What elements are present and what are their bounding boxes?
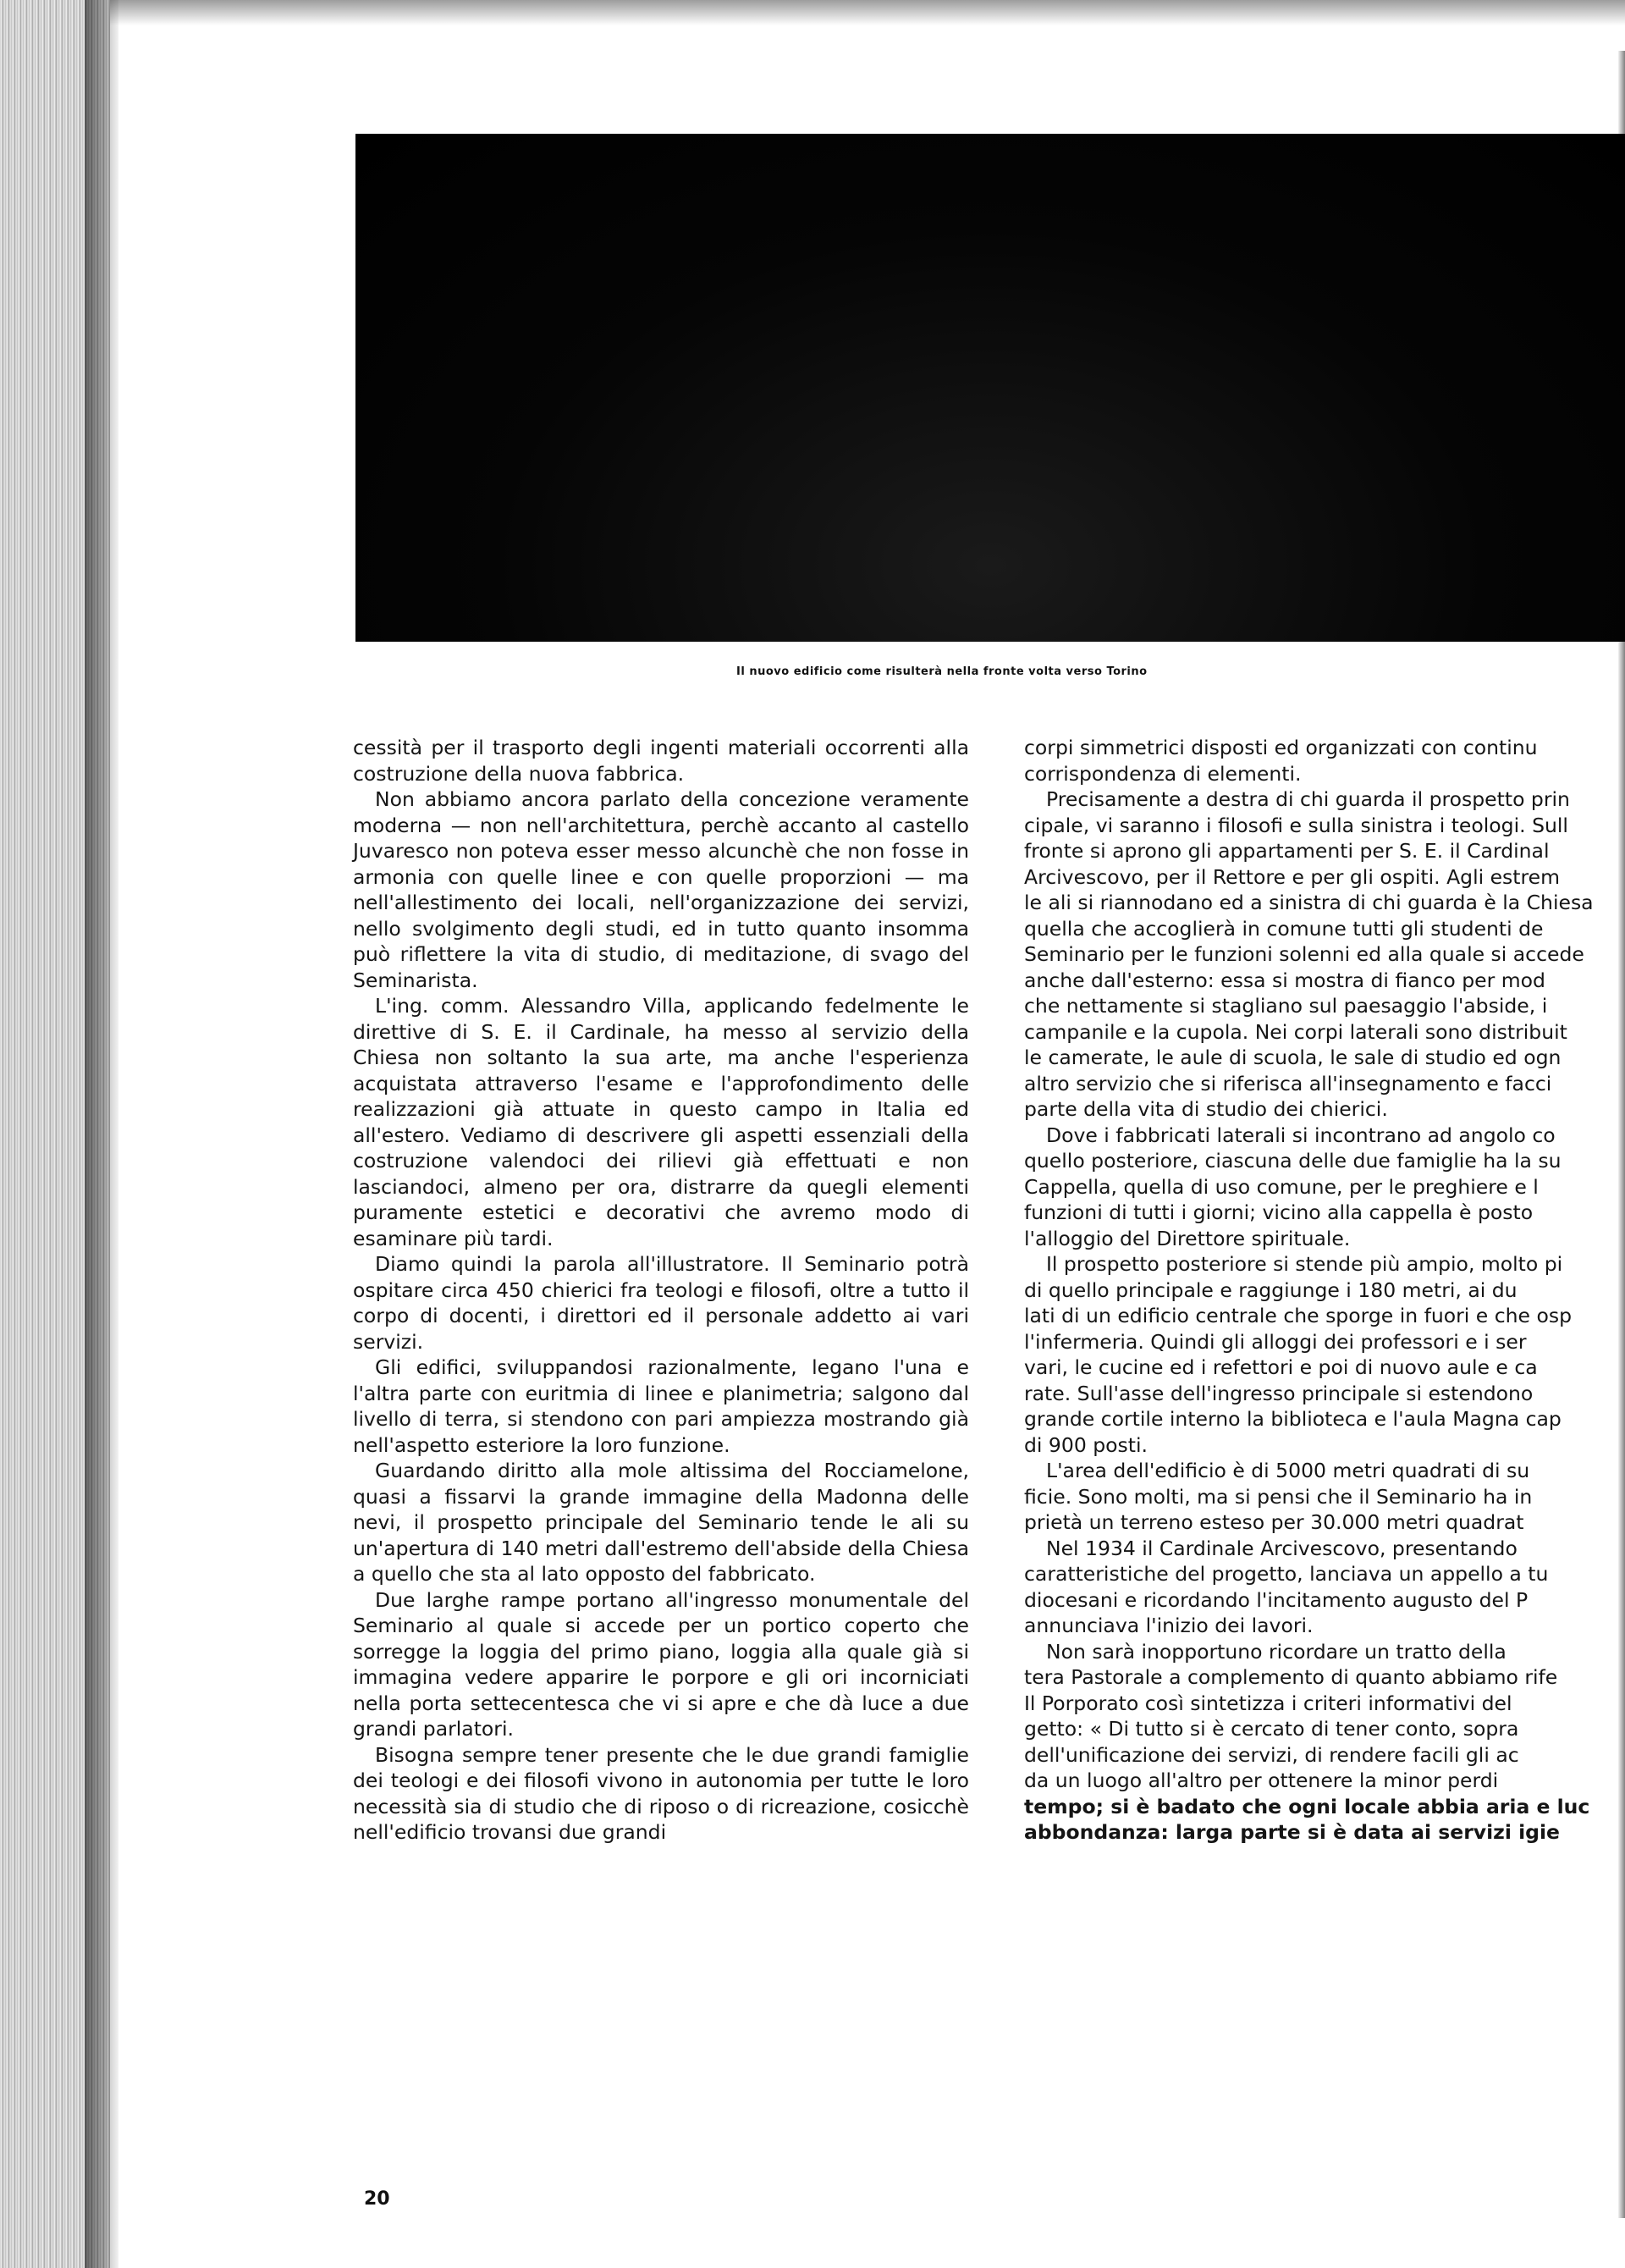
text-line: anche dall'esterno: essa si mostra di fianco per mod [1024, 968, 1545, 992]
text-line: annunciava l'inizio dei lavori. [1024, 1614, 1314, 1637]
text-line: campanile e la cupola. Nei corpi laterali sono distribuit [1024, 1019, 1567, 1044]
text-line: abbondanza: larga parte si è data ai servizi igie [1024, 1820, 1560, 1844]
text-line: funzioni di tutti i giorni; vicino alla cappella è posto [1024, 1200, 1534, 1224]
building-photograph [355, 134, 1625, 642]
text-line: dell'unificazione dei servizi, di rendere facili gli ac [1024, 1742, 1519, 1767]
photo-caption: Il nuovo edificio come risulterà nella fronte volta verso Torino [736, 665, 1148, 678]
text-line: tera Pastorale a complemento di quanto abbiamo rife [1024, 1665, 1558, 1689]
text-line: le ali si riannodano ed a sinistra di chi guarda è la Chiesa [1024, 891, 1594, 914]
text-line: rate. Sull'asse dell'ingresso principale si estendono [1024, 1381, 1534, 1405]
text-line: grande cortile interno la biblioteca e l'aula Magna cap [1024, 1407, 1562, 1431]
text-line: L'area dell'edificio è di 5000 metri quadrati di su [1046, 1459, 1530, 1482]
text-line: Arcivescovo, per il Rettore e per gli ospiti. Agli estrem [1024, 864, 1561, 889]
text-line: Il Porporato così sintetizza i criteri informativi del [1024, 1691, 1512, 1715]
text-line: Non sarà inopportuno ricordare un tratto della [1046, 1639, 1507, 1664]
text-line: getto: « Di tutto si è cercato di tener conto, sopra [1024, 1717, 1519, 1741]
right-column [1024, 735, 1625, 1846]
paragraph: Non abbiamo ancora parlato della concezione veramente moderna — non nell'architettura, perchè accanto al castello Juvaresco non poteva esser messo alcunchè che non fosse in armonia con quelle linee e con quelle proporzioni — ma nell'allestimento dei locali, nell'organizzazione dei servizi, nello svolgimento degli studi, ed in tutto quanto insomma può riflettere la vita di studio, di meditazione, di svago del Seminarista. [353, 787, 969, 992]
text-line: altro servizio che si riferisca all'insegnamento e facci [1024, 1071, 1552, 1095]
text-line: ficie. Sono molti, ma si pensi che il Seminario ha in [1024, 1484, 1533, 1509]
text-line: tempo; si è badato che ogni locale abbia aria e luc [1024, 1794, 1590, 1818]
text-line: l'infermeria. Quindi gli alloggi dei professori e i ser [1024, 1329, 1527, 1354]
text-line: Il prospetto posteriore si stende più ampio, molto pi [1046, 1252, 1563, 1276]
text-line: fronte si aprono gli appartamenti per S. E. il Cardinal [1024, 839, 1550, 863]
text-line: le camerate, le aule di scuola, le sale di studio ed ogn [1024, 1046, 1562, 1069]
text-line: caratteristiche del progetto, lanciava un appello a tu [1024, 1562, 1549, 1586]
paragraph: Due larghe rampe portano all'ingresso monumentale del Seminario al quale si accede per un portico coperto che sorregge la loggia del primo piano, loggia alla quale già si immagina vedere apparire le porpore e gli ori incorniciati nella porta settecentesca che vi si apre e che dà luce a due grandi parlatori. [353, 1587, 969, 1741]
text-line: Cappella, quella di uso comune, per le preghiere e l [1024, 1174, 1539, 1199]
text-line: Nel 1934 il Cardinale Arcivescovo, presentando [1046, 1536, 1518, 1560]
paragraph: L'ing. comm. Alessandro Villa, applicando fedelmente le direttive di S. E. il Cardinale, ha messo al servizio della Chiesa non soltanto la sua arte, ma anche l'esperienza acquistata attraverso l'esame e l'approfondimento delle realizzazioni già attuate in questo campo in Italia ed all'estero. Vediamo di descrivere gli aspetti essenziali della costruzione valendoci dei rilievi già effettuati e non lasciandoci, almeno per ora, distrarre da quegli elementi puramente estetici e decorativi che avremo modo di esaminare più tardi. [353, 994, 969, 1250]
text-line: l'alloggio del Direttore spirituale. [1024, 1226, 1351, 1250]
text-line: Dove i fabbricati laterali si incontrano ad angolo co [1046, 1123, 1556, 1147]
text-line: di 900 posti. [1024, 1432, 1148, 1457]
paragraph: Bisogna sempre tener presente che le due grandi famiglie dei teologi e dei filosofi vivono in autonomia per tutte le loro necessità sia di studio che di riposo o di ricreazione, cosicchè nell'edificio trovansi due grandi [353, 1742, 969, 1844]
left-column [353, 735, 969, 1846]
text-line: lati di un edificio centrale che sporge in fuori e che osp [1024, 1304, 1573, 1327]
text-line: parte della vita di studio dei chierici. [1024, 1097, 1388, 1121]
text-line: corpi simmetrici disposti ed organizzati con continu [1024, 736, 1538, 759]
text-line: Seminario per le funzioni solenni ed alla quale si accede [1024, 942, 1584, 966]
gutter-shadow [85, 0, 118, 2268]
text-line: vari, le cucine ed i refettori e poi di nuovo aule e ca [1024, 1355, 1538, 1379]
paragraph: Diamo quindi la parola all'illustratore. Il Seminario potrà ospitare circa 450 chierici fra teologi e filosofi, oltre a tutto il corpo di docenti, i direttori ed il personale addetto ai vari servizi. [353, 1252, 969, 1354]
page-number: 20 [364, 2188, 390, 2210]
text-line: di quello principale e raggiunge i 180 metri, ai du [1024, 1277, 1518, 1302]
text-line: Precisamente a destra di chi guarda il prospetto prin [1046, 787, 1570, 811]
page-top-shadow [0, 0, 1625, 25]
text-line: corrispondenza di elementi. [1024, 761, 1302, 786]
text-line: cipale, vi saranno i filosofi e sulla sinistra i teologi. Sull [1024, 813, 1568, 837]
text-line: da un luogo all'altro per ottenere la minor perdi [1024, 1769, 1499, 1792]
paragraph: Guardando diritto alla mole altissima del Rocciamelone, quasi a fissarvi la grande immagine della Madonna delle nevi, il prospetto principale del Seminario tende le ali su un'apertura di 140 metri dall'estremo dell'abside della Chiesa a quello che sta al lato opposto del fabbricato. [353, 1459, 969, 1586]
paragraph: Gli edifici, sviluppandosi razionalmente, legano l'una e l'altra parte con euritmia di linee e planimetria; salgono dal livello di terra, si stendono con pari ampiezza mostrando già nell'aspetto esteriore la loro funzione. [353, 1355, 969, 1457]
text-line: prietà un terreno esteso per 30.000 metri quadrat [1024, 1510, 1524, 1534]
text-line: quella che accoglierà in comune tutti gli studenti de [1024, 916, 1544, 941]
text-line: diocesani e ricordando l'incitamento augusto del P [1024, 1587, 1529, 1612]
text-line: quello posteriore, ciascuna delle due famiglie ha la su [1024, 1149, 1562, 1173]
paragraph: cessità per il trasporto degli ingenti materiali occorrenti alla costruzione della nuova fabbrica. [353, 736, 969, 786]
text-line: che nettamente si stagliano sul paesaggio l'abside, i [1024, 994, 1548, 1018]
